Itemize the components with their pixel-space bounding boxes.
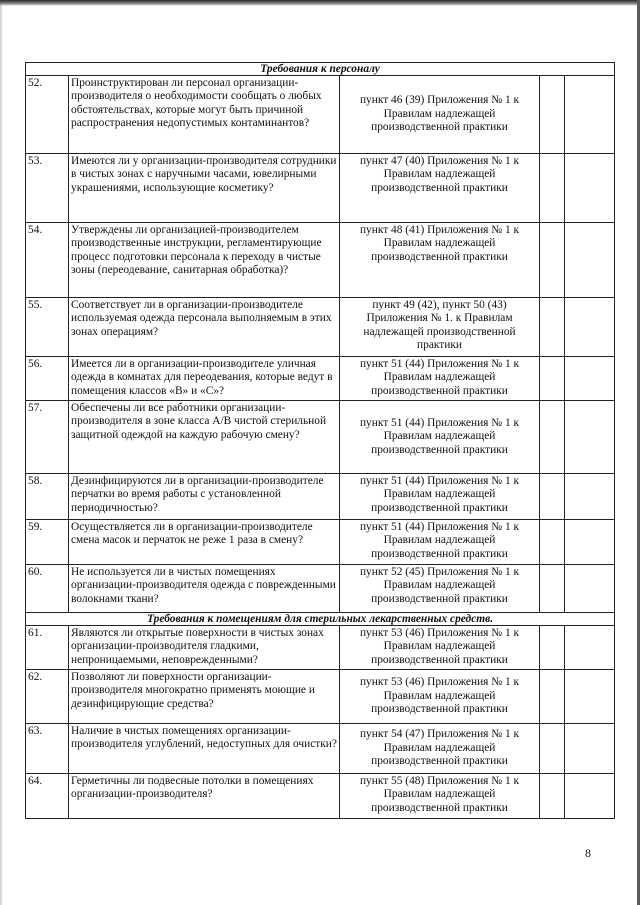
answer-cell[interactable] — [540, 670, 565, 724]
table-row — [26, 774, 615, 819]
page-shadow — [0, 0, 3, 905]
answer-cell[interactable] — [540, 626, 565, 670]
row-question: Наличие в чистых помещениях организации-производителя углублений, недоступных для очистки? — [69, 724, 340, 774]
row-number: 61. — [26, 626, 69, 670]
scan-edge-top — [0, 0, 640, 6]
row-number: 55. — [26, 298, 69, 357]
table-row — [26, 401, 615, 474]
answer-cell[interactable] — [540, 474, 565, 520]
row-reference: пункт 49 (42), пункт 50 (43) Приложения № 1. к Правилам надлежащей производственной практики — [340, 298, 540, 357]
table-row — [26, 724, 615, 774]
note-cell[interactable] — [565, 76, 615, 154]
answer-cell[interactable] — [540, 565, 565, 613]
table-row — [26, 298, 615, 357]
table-row — [26, 565, 615, 613]
note-cell[interactable] — [565, 520, 615, 565]
row-reference: пункт 53 (46) Приложения № 1 к Правилам надлежащей производственной практики — [340, 670, 540, 724]
row-number: 54. — [26, 223, 69, 298]
row-reference: пункт 46 (39) Приложения № 1 к Правилам надлежащей производственной практики — [340, 76, 540, 154]
row-reference: пункт 48 (41) Приложения № 1 к Правилам надлежащей производственной практики — [340, 223, 540, 298]
row-reference: пункт 51 (44) Приложения № 1 к Правилам надлежащей производственной практики — [340, 401, 540, 474]
note-cell[interactable] — [565, 474, 615, 520]
row-question: Не используется ли в чистых помещениях организации-производителя одежда с поврежденными волокнами ткани? — [69, 565, 340, 613]
section-header-personnel — [26, 63, 615, 76]
answer-cell[interactable] — [540, 154, 565, 223]
note-cell[interactable] — [565, 223, 615, 298]
answer-cell[interactable] — [540, 76, 565, 154]
row-number: 59. — [26, 520, 69, 565]
row-reference: пункт 53 (46) Приложения № 1 к Правилам надлежащей производственной практики — [340, 626, 540, 670]
table-row — [26, 520, 615, 565]
row-question: Утверждены ли организацией-производителем производственные инструкции, регламентирующие процесс подготовки персонала к переходу в чистые зоны (переодевание, санитарная обработка)? — [69, 223, 340, 298]
row-question: Дезинфицируются ли в организации-производителе перчатки во время работы с установленной периодичностью? — [69, 474, 340, 520]
page-number: 8 — [585, 846, 591, 860]
row-question: Позволяют ли поверхности организации-производителя многократно применять моющие и дезинфицирующие средства? — [69, 670, 340, 724]
answer-cell[interactable] — [540, 223, 565, 298]
row-question: Соответствует ли в организации-производителе используемая одежда персонала выполняемым в этих зонах операциям? — [69, 298, 340, 357]
row-number: 56. — [26, 357, 69, 401]
answer-cell[interactable] — [540, 401, 565, 474]
table-row — [26, 670, 615, 724]
table-row — [26, 474, 615, 520]
section-title: Требования к персоналу — [26, 63, 615, 76]
note-cell[interactable] — [565, 724, 615, 774]
table-row — [26, 357, 615, 401]
note-cell[interactable] — [565, 357, 615, 401]
row-question: Осуществляется ли в организации-производителе смена масок и перчаток не реже 1 раза в смену? — [69, 520, 340, 565]
row-number: 52. — [26, 76, 69, 154]
row-question: Герметичны ли подвесные потолки в помещениях организации-производителя? — [69, 774, 340, 819]
row-number: 63. — [26, 724, 69, 774]
answer-cell[interactable] — [540, 520, 565, 565]
answer-cell[interactable] — [540, 298, 565, 357]
requirements-table — [25, 62, 615, 819]
row-question: Имеются ли у организации-производителя сотрудники в чистых зонах с наручными часами, ювелирными украшениями, использующие косметику? — [69, 154, 340, 223]
note-cell[interactable] — [565, 626, 615, 670]
note-cell[interactable] — [565, 670, 615, 724]
row-reference: пункт 51 (44) Приложения № 1 к Правилам надлежащей производственной практики — [340, 474, 540, 520]
row-number: 53. — [26, 154, 69, 223]
row-reference: пункт 51 (44) Приложения № 1 к Правилам надлежащей производственной практики — [340, 357, 540, 401]
row-reference: пункт 52 (45) Приложения № 1 к Правилам надлежащей производственной практики — [340, 565, 540, 613]
section-title: Требования к помещениям для стерильных лекарственных средств. — [26, 613, 615, 626]
note-cell[interactable] — [565, 774, 615, 819]
row-number: 57. — [26, 401, 69, 474]
note-cell[interactable] — [565, 154, 615, 223]
row-question: Являются ли открытые поверхности в чистых зонах организации-производителя гладкими, непроницаемыми, неповрежденными? — [69, 626, 340, 670]
table-row — [26, 626, 615, 670]
row-reference: пункт 51 (44) Приложения № 1 к Правилам надлежащей производственной практики — [340, 520, 540, 565]
row-number: 58. — [26, 474, 69, 520]
note-cell[interactable] — [565, 401, 615, 474]
answer-cell[interactable] — [540, 724, 565, 774]
row-question: Проинструктирован ли персонал организации-производителя о необходимости сообщать о любых обстоятельствах, которые могут быть причиной распространения недопустимых контаминантов? — [69, 76, 340, 154]
answer-cell[interactable] — [540, 774, 565, 819]
table-row — [26, 223, 615, 298]
row-question: Имеется ли в организации-производителе уличная одежда в комнатах для переодевания, которые ведут в помещения классов «В» и «С»? — [69, 357, 340, 401]
row-question: Обеспечены ли все работники организации-производителя в зоне класса А/В чистой стерильной защитной одеждой на каждую рабочую смену? — [69, 401, 340, 474]
note-cell[interactable] — [565, 298, 615, 357]
row-number: 62. — [26, 670, 69, 724]
note-cell[interactable] — [565, 565, 615, 613]
answer-cell[interactable] — [540, 357, 565, 401]
table-row — [26, 76, 615, 154]
row-number: 64. — [26, 774, 69, 819]
row-reference: пункт 54 (47) Приложения № 1 к Правилам надлежащей производственной практики — [340, 724, 540, 774]
section-header-premises — [26, 613, 615, 626]
row-reference: пункт 55 (48) Приложения № 1 к Правилам надлежащей производственной практики — [340, 774, 540, 819]
row-reference: пункт 47 (40) Приложения № 1 к Правилам надлежащей производственной практики — [340, 154, 540, 223]
row-number: 60. — [26, 565, 69, 613]
table-row — [26, 154, 615, 223]
